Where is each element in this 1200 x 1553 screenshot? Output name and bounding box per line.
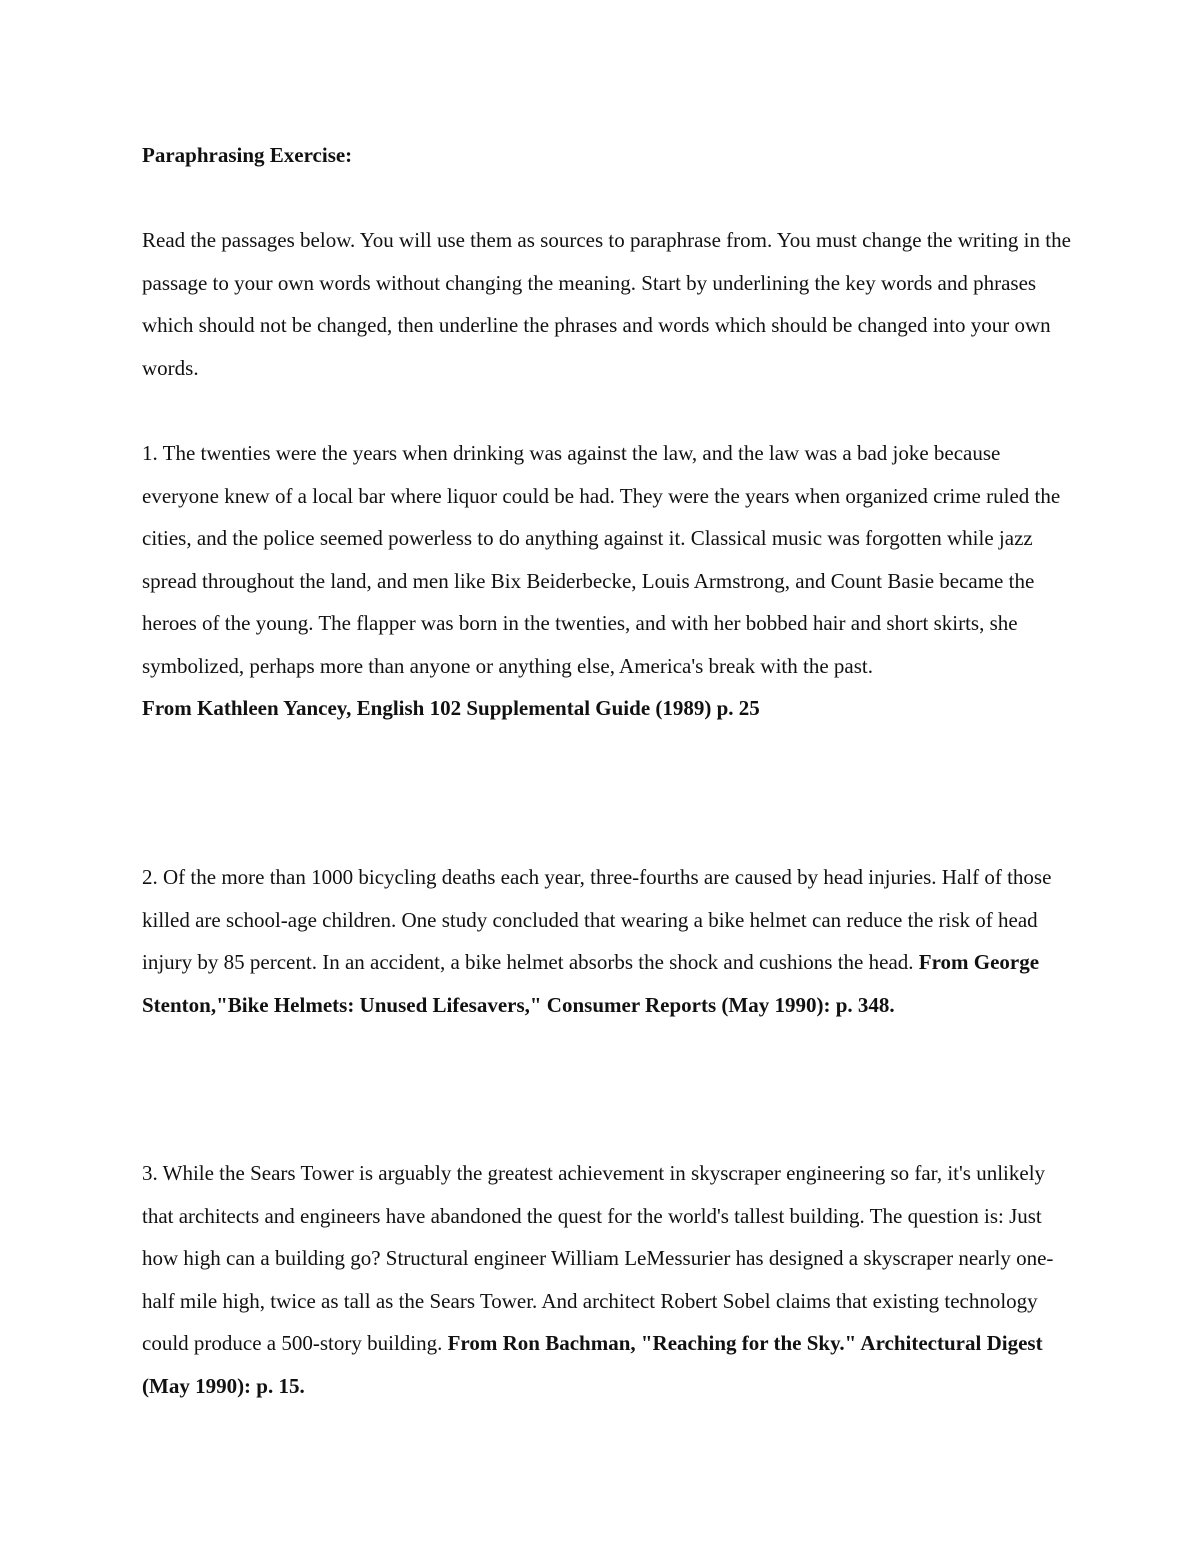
instructions-paragraph: Read the passages below. You will use them as sources to paraphrase from. You must change the writing in the passage to your own words without changing the meaning. Start by underlining the key words and phrases which should not be changed, then underline the phrases and words which should be changed into your own words. xyxy=(142,228,1071,380)
passage-3-citation: From Ron Bachman, "Reaching for the Sky." Architectural Digest (May 1990): p. 15. xyxy=(142,1331,1043,1398)
passage-2 xyxy=(142,856,1072,1026)
passage-1-text: 1. The twenties were the years when drinking was against the law, and the law was a bad joke because everyone knew of a local bar where liquor could be had. They were the years when organized crime ruled the cities, and the police seemed powerless to do anything against it. Classical music was forgotten while jazz spread throughout the land, and men like Bix Beiderbecke, Louis Armstrong, and Count Basie became the heroes of the young. The flapper was born in the twenties, and with her bobbed hair and short skirts, she symbolized, perhaps more than anyone or anything else, America's break with the past. xyxy=(142,441,1061,678)
passage-1 xyxy=(142,432,1072,730)
passage-2-citation: From George Stenton,"Bike Helmets: Unused Lifesavers," Consumer Reports (May 1990): p. 348. xyxy=(142,950,1040,1017)
passage-3-text: 3. While the Sears Tower is arguably the greatest achievement in skyscraper engineering so far, it's unlikely that architects and engineers have abandoned the quest for the world's tallest building. The question is: Just how high can a building go? Structural engineer William LeMessurier has designed a skyscraper nearly one-half mile high, twice as tall as the Sears Tower. And architect Robert Sobel claims that existing technology could produce a 500-story building. xyxy=(142,1161,1054,1355)
passage-3 xyxy=(142,1152,1072,1407)
page-title: Paraphrasing Exercise: xyxy=(142,143,353,167)
passage-1-citation: From Kathleen Yancey, English 102 Supplemental Guide (1989) p. 25 xyxy=(142,696,760,720)
passage-2-text: 2. Of the more than 1000 bicycling deaths each year, three-fourths are caused by head injuries. Half of those killed are school-age children. One study concluded that wearing a bike helmet can reduce the risk of head injury by 85 percent. In an accident, a bike helmet absorbs the shock and cushions the head. xyxy=(142,865,1052,974)
